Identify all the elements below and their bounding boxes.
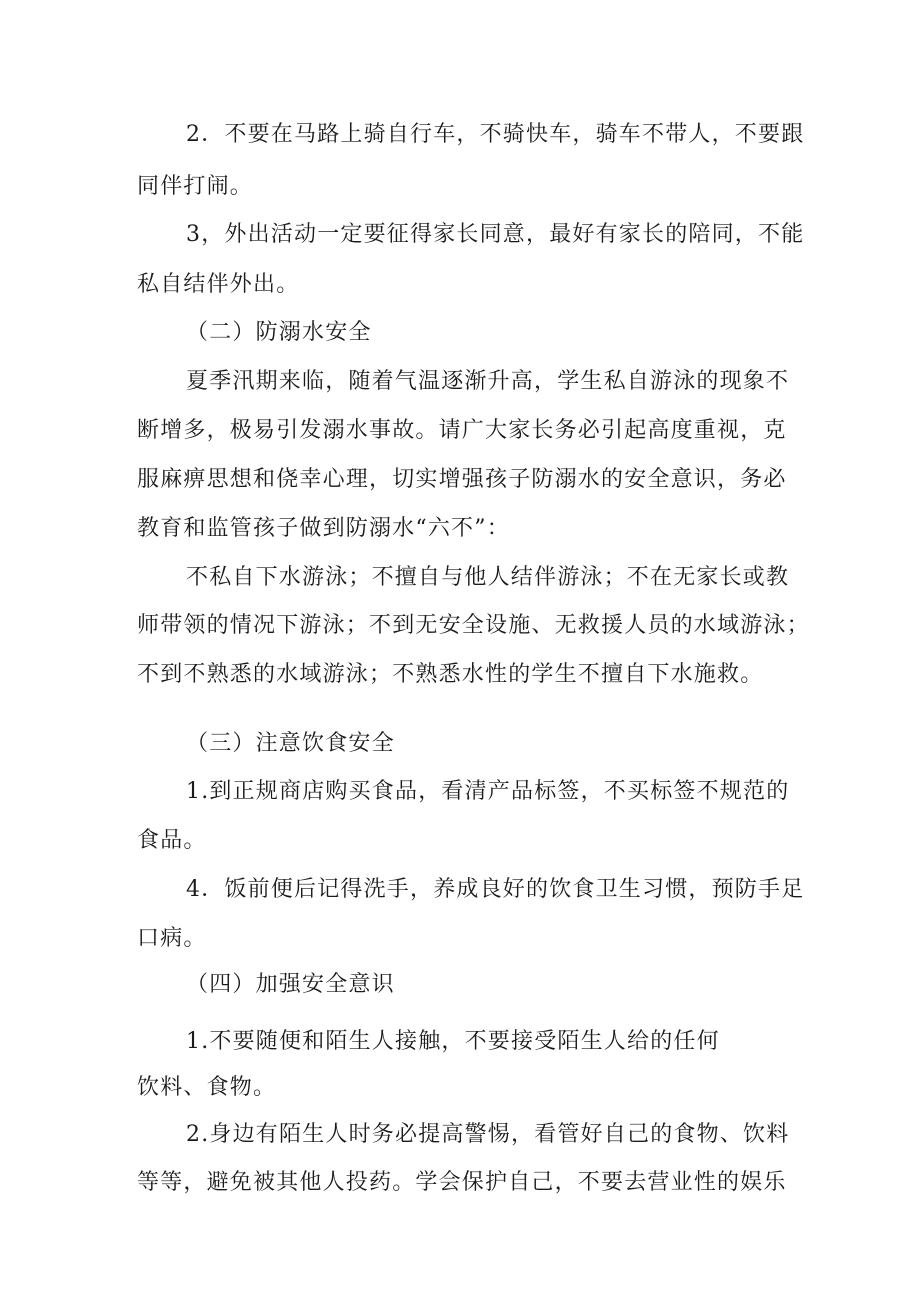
paragraph-line: 不私自下水游泳；不擅自与他人结伴游泳；不在无家长或教 <box>186 565 790 590</box>
paragraph-line: 饮料、食物。 <box>137 1075 277 1100</box>
section-heading: （三）注意饮食安全 <box>186 731 395 756</box>
paragraph-line: 师带领的情况下游泳；不到无安全设施、无救援人员的水域游泳； <box>137 613 810 638</box>
paragraph-line: 私自结伴外出。 <box>137 272 300 297</box>
paragraph-line: 服麻痹思想和侥幸心理，切实增强孩子防溺水的安全意识，务必 <box>137 467 787 492</box>
paragraph-line: 同伴打闹。 <box>137 174 254 199</box>
paragraph-line: 1.不要随便和陌生人接触，不要接受陌生人给的任何 <box>186 1029 720 1054</box>
paragraph-line: 2．不要在马路上骑自行车，不骑快车，骑车不带人，不要跟 <box>186 122 805 147</box>
paragraph-line: 等等，避免被其他人投药。学会保护自己，不要去营业性的娱乐 <box>137 1170 787 1195</box>
paragraph-line: 1.到正规商店购买食品，看清产品标签，不买标签不规范的 <box>186 779 790 804</box>
paragraph-line: 不到不熟悉的水域游泳；不熟悉水性的学生不擅自下水施救。 <box>137 662 764 687</box>
paragraph-line: 食品。 <box>137 828 207 853</box>
paragraph-line: 夏季汛期来临，随着气温逐渐升高，学生私自游泳的现象不 <box>186 369 790 394</box>
paragraph-line: 3，外出活动一定要征得家长同意，最好有家长的陪同，不能 <box>186 222 805 247</box>
paragraph-line: 2.身边有陌生人时务必提高警惕，看管好自己的食物、饮料 <box>186 1122 790 1147</box>
paragraph-line: 教育和监管孩子做到防溺水“六不”： <box>137 516 510 541</box>
paragraph-line: 口病。 <box>137 926 207 951</box>
section-heading: （二）防溺水安全 <box>186 320 372 345</box>
paragraph-line: 4．饭前便后记得洗手，养成良好的饮食卫生习惯，预防手足 <box>186 877 805 902</box>
paragraph-line: 断增多，极易引发溺水事故。请广大家长务必引起高度重视，克 <box>137 418 787 443</box>
section-heading: （四）加强安全意识 <box>186 972 395 997</box>
